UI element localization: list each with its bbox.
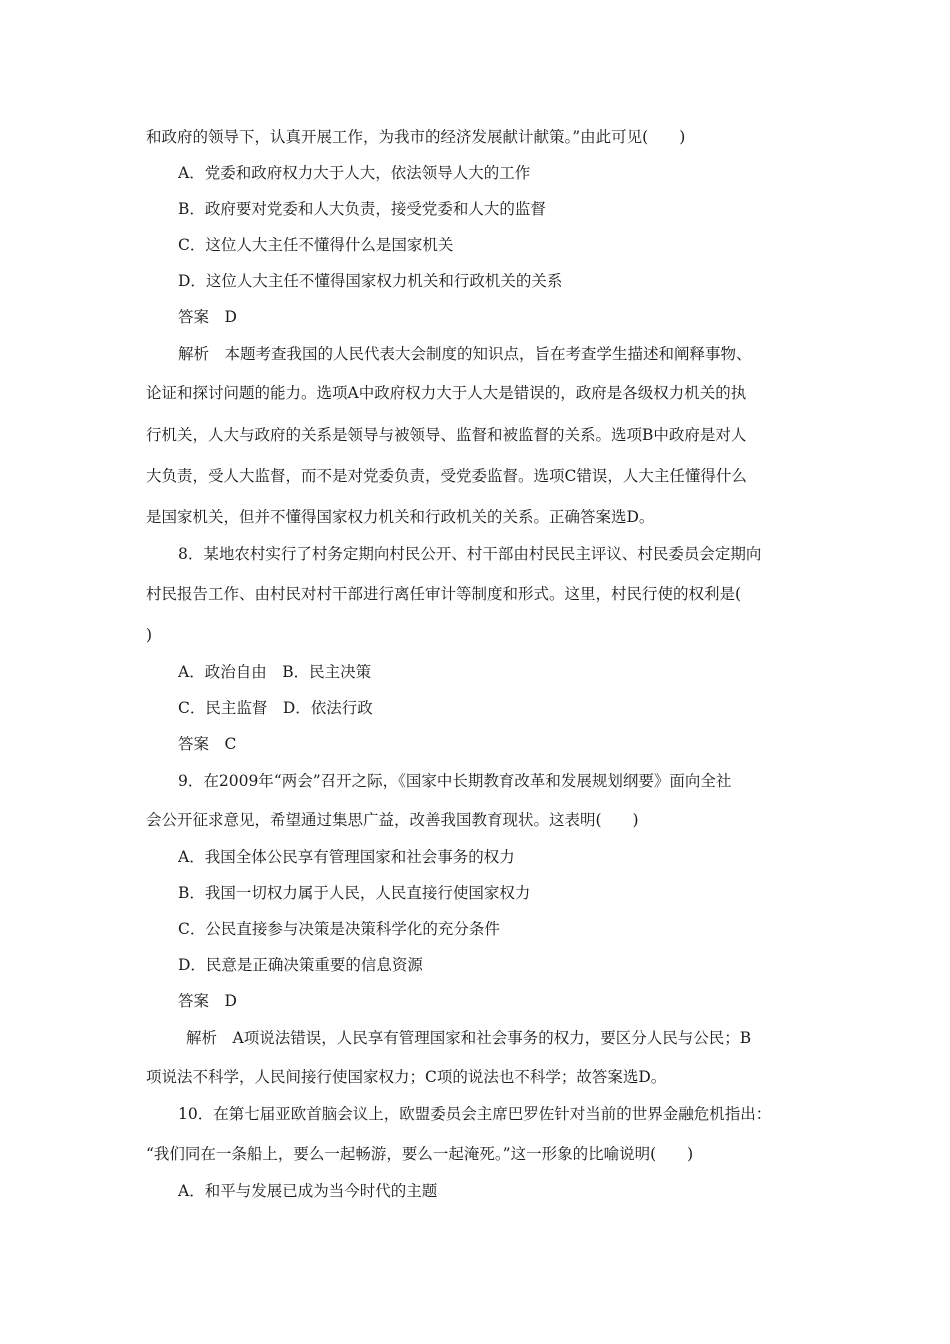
- option-a: A．我国全体公民享有管理国家和社会事务的权力: [178, 848, 515, 866]
- option-a: A．和平与发展已成为当今时代的主题: [178, 1182, 438, 1200]
- text-line: 论证和探讨问题的能力。选项A中政府权力大于人大是错误的，政府是各级权力机关的执: [146, 384, 747, 402]
- text-line: 和政府的领导下，认真开展工作，为我市的经济发展献计献策。”由此可见( ): [146, 128, 686, 146]
- option-d: D．民意是正确决策重要的信息资源: [178, 956, 423, 974]
- option-c: C．公民直接参与决策是决策科学化的充分条件: [178, 920, 500, 938]
- option-b: B．我国一切权力属于人民，人民直接行使国家权力: [178, 884, 531, 902]
- answer-line: 答案 C: [178, 735, 237, 753]
- option-a: A．党委和政府权力大于人大，依法领导人大的工作: [178, 164, 531, 182]
- analysis-line: 解析 本题考查我国的人民代表大会制度的知识点，旨在考查学生描述和阐释事物、: [178, 345, 752, 363]
- question-9: 9．在2009年“两会”召开之际，《国家中长期教育改革和发展规划纲要》面向全社: [178, 772, 732, 790]
- text-line: 村民报告工作、由村民对村干部进行离任审计等制度和形式。这里，村民行使的权利是(: [146, 585, 742, 603]
- text-line: 大负责，受人大监督，而不是对党委负责，受党委监督。选项C错误，人大主任懂得什么: [146, 467, 747, 485]
- text-line: 会公开征求意见，希望通过集思广益，改善我国教育现状。这表明( ): [146, 811, 639, 829]
- option-ab: A．政治自由 B．民主决策: [178, 663, 372, 681]
- text-line: “我们同在一条船上，要么一起畅游，要么一起淹死。”这一形象的比喻说明( ): [146, 1145, 694, 1163]
- text-line: 项说法不科学，人民间接行使国家权力；C项的说法也不科学；故答案选D。: [146, 1068, 667, 1086]
- option-c: C．这位人大主任不懂得什么是国家机关: [178, 236, 454, 254]
- option-cd: C．民主监督 D．依法行政: [178, 699, 373, 717]
- text-line: 行机关，人大与政府的关系是领导与被领导、监督和被监督的关系。选项B中政府是对人: [146, 426, 747, 444]
- answer-line: 答案 D: [178, 308, 237, 326]
- text-line: ): [146, 626, 153, 644]
- analysis-line: 解析 A项说法错误，人民享有管理国家和社会事务的权力，要区分人民与公民；B: [186, 1029, 752, 1047]
- question-10: 10．在第七届亚欧首脑会议上，欧盟委员会主席巴罗佐针对当前的世界金融危机指出：: [178, 1105, 772, 1123]
- text-line: 是国家机关，但并不懂得国家权力机关和行政机关的关系。正确答案选D。: [146, 508, 655, 526]
- option-d: D．这位人大主任不懂得国家权力机关和行政机关的关系: [178, 272, 563, 290]
- question-8: 8．某地农村实行了村务定期向村民公开、村干部由村民民主评议、村民委员会定期向: [178, 545, 762, 563]
- answer-line: 答案 D: [178, 992, 237, 1010]
- option-b: B．政府要对党委和人大负责，接受党委和人大的监督: [178, 200, 546, 218]
